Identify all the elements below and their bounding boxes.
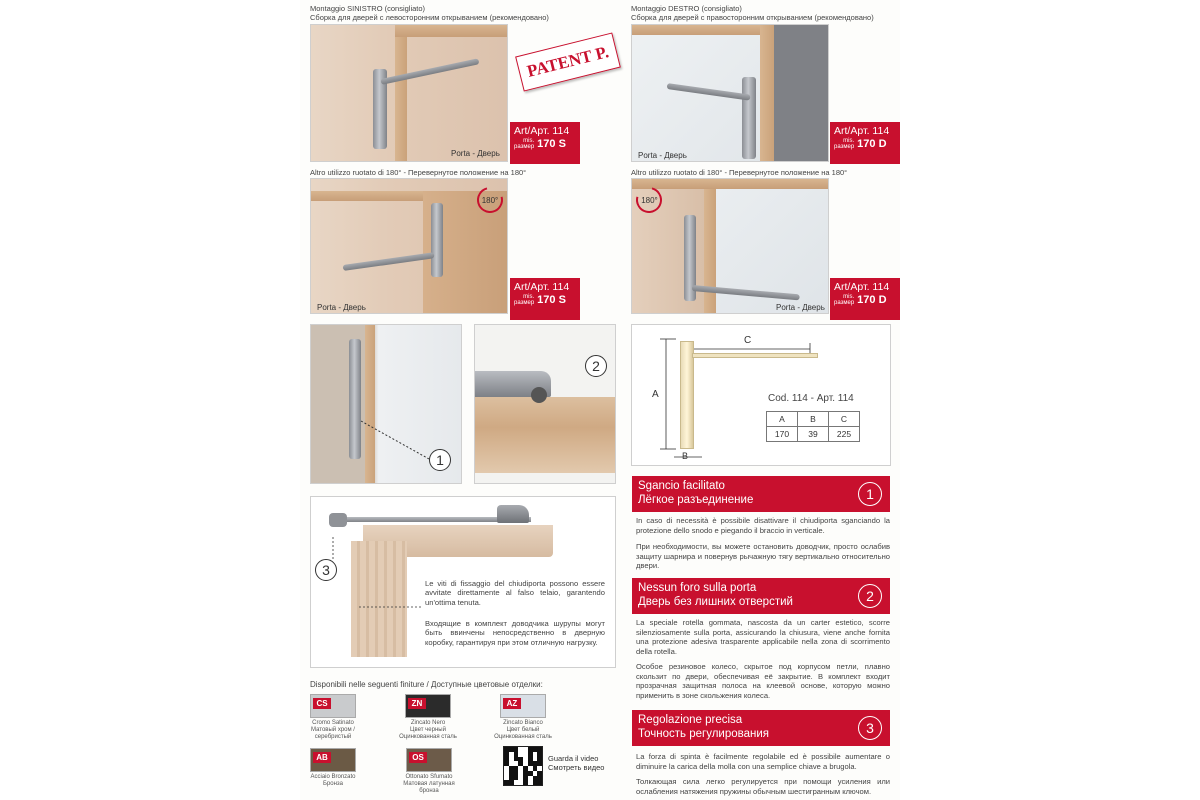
swatch-ab (310, 748, 356, 772)
tag-razmer: размер (834, 300, 855, 306)
feature-3-title-ru: Точность регулирования (638, 728, 769, 740)
finish-code: ZN (408, 698, 426, 709)
dim-header-b: B (798, 412, 829, 427)
tag-art: Art/Арт. 114 (514, 125, 570, 137)
dim-header-a: A (767, 412, 798, 427)
right-mount-caption-it: Montaggio DESTRO (consigliato) (631, 4, 742, 13)
feature-1-number-icon: 1 (858, 482, 882, 506)
door-closer-arm (667, 83, 751, 101)
catalog-page (300, 0, 900, 800)
video-link-label[interactable]: Guarda il video Смотреть видео (548, 754, 605, 772)
dim-value-a: 170 (767, 427, 798, 442)
rotated-left-caption: Altro utilizzo ruotato di 180° - Перевернутое положение на 180° (310, 168, 527, 177)
door-closer-body (742, 77, 756, 159)
feature-2-title-it: Nessun foro sulla porta (638, 582, 757, 594)
left-mount-caption-ru: Сборка для дверей с левосторонним открыванием (рекомендовано) (310, 13, 549, 22)
rotation-label: 180° (640, 195, 658, 205)
dim-header-c: C (829, 412, 860, 427)
callout-2-icon: 2 (585, 355, 607, 377)
door-frame (704, 179, 716, 314)
door-frame-top (395, 25, 508, 37)
finish-label: Ottonato Sfumato Матовая латунная бронза (403, 774, 455, 794)
photo-left-rotated (310, 178, 508, 314)
patent-stamp: PATENT P. (515, 32, 621, 91)
finish-ab (304, 748, 362, 788)
finish-code: AZ (503, 698, 521, 709)
finish-label: Zincato Bianco Цвет белый Оцинкованная сталь (494, 720, 552, 740)
feature-3-number-icon: 3 (858, 716, 882, 740)
tag-size: 170 D (857, 137, 887, 150)
door-closer-body (431, 203, 443, 277)
finishes-title: Disponibili nelle seguenti finiture / Доступные цветовые отделки: (310, 680, 543, 689)
tag-art: Art/Арт. 114 (834, 125, 890, 137)
dim-label-b: B (682, 451, 689, 461)
wall (774, 25, 829, 162)
porta-label: Porta - Дверь (317, 303, 366, 312)
finish-label: Zincato Nero Цвет черный Оцинкованная сталь (399, 720, 457, 740)
photo-detail-3 (310, 496, 616, 668)
swatch-zn (405, 694, 451, 718)
photo-right-mount (631, 24, 829, 162)
tag-170d-rotated (830, 278, 900, 320)
tag-art: Art/Арт. 114 (834, 281, 890, 293)
tag-mis: mis. (523, 138, 535, 144)
tag-mis: mis. (523, 294, 535, 300)
finish-az (492, 694, 554, 741)
finish-label: Cromo Satinato Матовый хром / серебристый (311, 720, 355, 740)
tag-170s-top (510, 122, 580, 164)
door-edge (475, 397, 616, 473)
door-frame-top (632, 179, 829, 189)
feature-2-header (632, 578, 890, 614)
dim-label-c: C (744, 335, 752, 346)
feature-3-header (632, 710, 890, 746)
tag-170d-top (830, 122, 900, 164)
swatch-cs (310, 694, 356, 718)
door-frame (395, 25, 407, 162)
feature-2-text-ru: Особое резиновое колесо, скрытое под корпусом петли, плавно скользит по двери, обеспечивая её закрытие. В комплект входит прозрачная защитная полоса на клеевой основе, которую можно применить в зоне скольжения колеса. (636, 662, 890, 700)
porta-label: Porta - Дверь (638, 151, 687, 160)
feature-2-number-icon: 2 (858, 584, 882, 608)
feature-3-text-ru: Толкающая сила легко регулируется при помощи усиления или ослабления натяжения пружины обычным шестигранным ключом. (636, 777, 890, 796)
dimensions-table (766, 411, 860, 442)
dim-value-b: 39 (798, 427, 829, 442)
qr-code-icon[interactable] (503, 746, 543, 786)
feature-1-text-it: In caso di necessità è possibile disattivare il chiudiporta sganciando la protezione dello snodo e piegando il braccio in verticale. (636, 516, 890, 535)
feature-1-text-ru: При необходимости, вы можете остановить доводчик, просто ослабив защиту шарнира и повернув рычажную тягу вертикально относительно двери. (636, 542, 890, 571)
finish-label: Acciaio Bronzato Бронза (310, 774, 356, 787)
porta-label: Porta - Дверь (451, 149, 500, 158)
tag-size: 170 S (537, 137, 566, 150)
tag-mis: mis. (843, 294, 855, 300)
feature-1-title-it: Sgancio facilitato (638, 480, 725, 492)
swatch-os (406, 748, 452, 772)
rotated-right-caption: Altro utilizzo ruotato di 180° - Перевернутое положение на 180° (631, 168, 848, 177)
left-mount-caption-it: Montaggio SINISTRO (consigliato) (310, 4, 426, 13)
finish-os (394, 748, 464, 795)
screws-note-ru: Входящие в комплект доводчика шурупы могут быть ввинчены непосредственно в дверную коробку, гарантируя при этом отличную нагрузку. (425, 619, 605, 647)
door-closer-arm (343, 252, 435, 271)
photo-left-mount (310, 24, 508, 162)
callout-3-icon: 3 (315, 559, 337, 581)
feature-2-title-ru: Дверь без лишних отверстий (638, 596, 793, 608)
photo-detail-1 (310, 324, 462, 484)
feature-3-title-it: Regolazione precisa (638, 714, 743, 726)
dim-value-c: 225 (829, 427, 860, 442)
tag-size: 170 D (857, 293, 887, 306)
feature-1-header (632, 476, 890, 512)
photo-right-rotated (631, 178, 829, 314)
finish-code: AB (313, 752, 331, 763)
rotation-label: 180° (481, 195, 499, 205)
finish-zn (396, 694, 460, 741)
screws-note-it: Le viti di fissaggio del chiudiporta possono essere avvitate direttamente al falso telaio, garantendo un'ottima tenuta. (425, 579, 605, 607)
tag-razmer: размер (834, 144, 855, 150)
tag-size: 170 S (537, 293, 566, 306)
callout-1-icon: 1 (429, 449, 451, 471)
right-mount-caption-ru: Сборка для дверей с правосторонним открыванием (рекомендовано) (631, 13, 874, 22)
feature-1-title-ru: Лёгкое разъединение (638, 494, 754, 506)
feature-2-text-it: La speciale rotella gommata, nascosta da un carter estetico, scorre silenziosamente sulla porta, assicurando la chiusura, viene anche fornita una protezione adesiva trasparente applicabile nella zona di scorrimento della rotella. (636, 618, 890, 656)
dimensions-diagram (631, 324, 891, 466)
tag-razmer: размер (514, 144, 535, 150)
feature-3-text-it: La forza di spinta è facilmente regolabile ed è possibile aumentare o diminuire la carica della molla con una semplice chiave a brugola. (636, 752, 890, 771)
porta-label: Porta - Дверь (776, 303, 825, 312)
photo-detail-2 (474, 324, 616, 484)
dim-label-a: A (652, 389, 659, 400)
finish-code: CS (313, 698, 331, 709)
door-frame (760, 25, 774, 162)
tag-art: Art/Арт. 114 (514, 281, 570, 293)
swatch-az (500, 694, 546, 718)
tag-razmer: размер (514, 300, 535, 306)
tag-mis: mis. (843, 138, 855, 144)
finish-cs (304, 694, 362, 741)
finish-code: OS (409, 752, 427, 763)
product-code: Cod. 114 - Арт. 114 (768, 393, 854, 404)
tag-170s-rotated (510, 278, 580, 320)
closer-drawing-arm (692, 353, 818, 358)
rubber-wheel (531, 387, 547, 403)
